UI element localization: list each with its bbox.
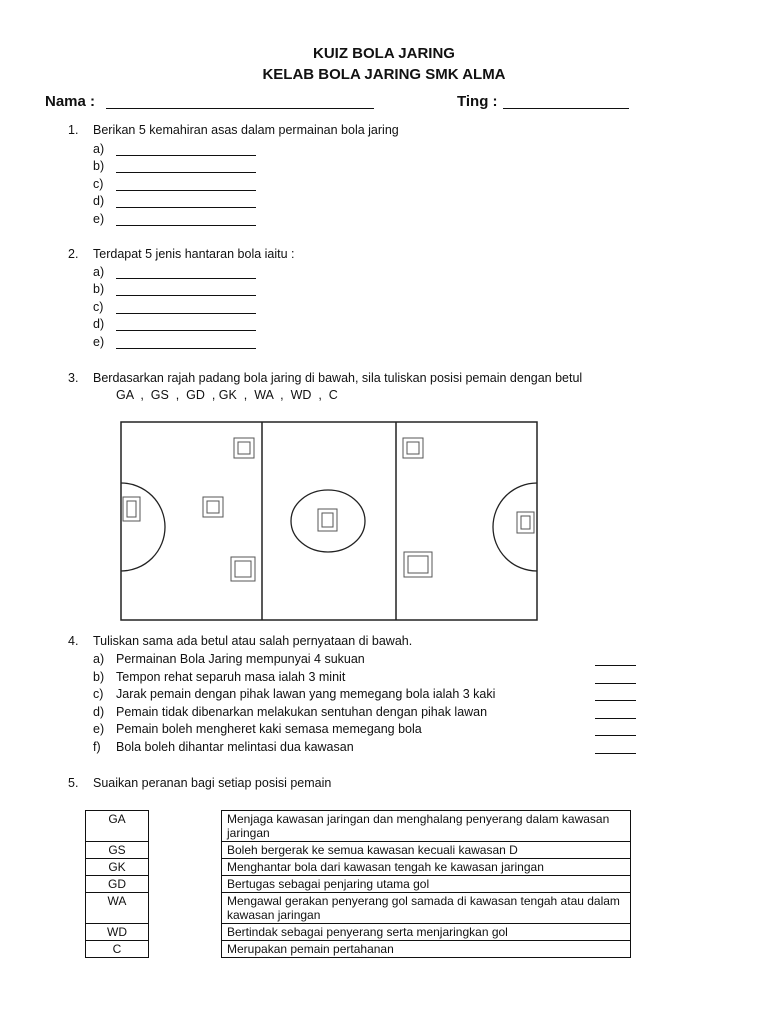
centre-circle — [291, 490, 365, 552]
class-field[interactable] — [503, 95, 629, 109]
q1-text: Berikan 5 kemahiran asas dalam permainan bola jaring — [93, 123, 399, 137]
position-box — [318, 509, 337, 531]
q2-text: Terdapat 5 jenis hantaran bola iaitu : — [93, 247, 295, 261]
q1-answer-blank[interactable] — [116, 160, 256, 173]
table-row — [86, 941, 631, 958]
position-box — [231, 557, 255, 581]
position-box — [517, 512, 534, 533]
q4-statement: Jarak pemain dengan pihak lawan yang memegang bola ialah 3 kaki — [116, 687, 496, 701]
position-cell: GA — [86, 811, 149, 842]
position-box — [404, 552, 432, 577]
position-box — [234, 438, 254, 458]
position-cell: GS — [86, 842, 149, 859]
q1-number: 1. — [68, 123, 79, 137]
name-field[interactable] — [106, 95, 374, 109]
q4-answer-blank[interactable] — [595, 706, 636, 719]
q1-answer-blank[interactable] — [116, 143, 256, 156]
q2-option-label: a) — [93, 265, 105, 279]
q4-answer-blank[interactable] — [595, 653, 636, 666]
role-cell: Menghantar bola dari kawasan tengah ke kawasan jaringan — [222, 859, 631, 876]
role-cell: Bertugas sebagai penjaring utama gol — [222, 876, 631, 893]
table-row — [86, 924, 631, 941]
q1-answer-blank[interactable] — [116, 195, 256, 208]
q4-item-label: e) — [93, 722, 105, 736]
table-row — [86, 842, 631, 859]
position-cell: WD — [86, 924, 149, 941]
q2-option-label: e) — [93, 335, 105, 349]
q4-answer-blank[interactable] — [595, 741, 636, 754]
q1-option-label: e) — [93, 212, 105, 226]
position-box — [403, 438, 423, 458]
left-shooting-circle — [121, 483, 165, 571]
q2-answer-blank[interactable] — [116, 301, 256, 314]
q4-answer-blank[interactable] — [595, 688, 636, 701]
q2-number: 2. — [68, 247, 79, 261]
table-row — [86, 893, 631, 924]
q4-answer-blank[interactable] — [595, 671, 636, 684]
table-row — [86, 859, 631, 876]
q4-answer-blank[interactable] — [595, 723, 636, 736]
q2-answer-blank[interactable] — [116, 336, 256, 349]
q4-item-label: b) — [93, 670, 105, 684]
role-cell: Bertindak sebagai penyerang serta menjaringkan gol — [222, 924, 631, 941]
q4-statement: Pemain boleh mengheret kaki semasa memegang bola — [116, 722, 422, 736]
position-cell: GD — [86, 876, 149, 893]
q1-option-label: a) — [93, 142, 105, 156]
q1-answer-blank[interactable] — [116, 213, 256, 226]
q4-statement: Bola boleh dihantar melintasi dua kawasan — [116, 740, 354, 754]
netball-court-diagram — [120, 421, 538, 621]
table-row — [86, 811, 631, 842]
quiz-title: KUIZ BOLA JARING — [313, 45, 455, 62]
position-box — [123, 497, 140, 521]
role-cell: Merupakan pemain pertahanan — [222, 941, 631, 958]
position-cell: GK — [86, 859, 149, 876]
q2-option-label: c) — [93, 300, 104, 314]
q5-text: Suaikan peranan bagi setiap posisi pemain — [93, 776, 332, 790]
role-cell: Mengawal gerakan penyerang gol samada di kawasan tengah atau dalam kawasan jaringan — [222, 893, 631, 924]
table-row — [86, 876, 631, 893]
q2-option-label: b) — [93, 282, 105, 296]
role-cell: Menjaga kawasan jaringan dan menghalang penyerang dalam kawasan jaringan — [222, 811, 631, 842]
class-label: Ting : — [457, 93, 498, 110]
q4-number: 4. — [68, 634, 79, 648]
position-cell: WA — [86, 893, 149, 924]
q5-number: 5. — [68, 776, 79, 790]
position-cell: C — [86, 941, 149, 958]
q4-text: Tuliskan sama ada betul atau salah pernyataan di bawah. — [93, 634, 413, 648]
q3-number: 3. — [68, 371, 79, 385]
q1-option-label: b) — [93, 159, 105, 173]
q1-option-label: d) — [93, 194, 105, 208]
q4-statement: Permainan Bola Jaring mempunyai 4 sukuan — [116, 652, 365, 666]
club-title: KELAB BOLA JARING SMK ALMA — [262, 66, 506, 83]
role-cell: Boleh bergerak ke semua kawasan kecuali kawasan D — [222, 842, 631, 859]
q4-item-label: d) — [93, 705, 105, 719]
position-role-table — [85, 810, 631, 958]
q4-item-label: c) — [93, 687, 104, 701]
q2-answer-blank[interactable] — [116, 266, 256, 279]
q4-statement: Pemain tidak dibenarkan melakukan sentuhan dengan pihak lawan — [116, 705, 488, 719]
q4-statement: Tempon rehat separuh masa ialah 3 minit — [116, 670, 346, 684]
q2-option-label: d) — [93, 317, 105, 331]
q1-option-label: c) — [93, 177, 104, 191]
q4-item-label: f) — [93, 740, 101, 754]
q3-position-list: GA , GS , GD , GK , WA , WD , C — [116, 388, 338, 402]
name-label: Nama : — [45, 93, 96, 110]
q4-item-label: a) — [93, 652, 105, 666]
q2-answer-blank[interactable] — [116, 283, 256, 296]
q2-answer-blank[interactable] — [116, 318, 256, 331]
q3-text: Berdasarkan rajah padang bola jaring di bawah, sila tuliskan posisi pemain dengan betul — [93, 371, 583, 385]
position-box — [203, 497, 223, 517]
q1-answer-blank[interactable] — [116, 178, 256, 191]
